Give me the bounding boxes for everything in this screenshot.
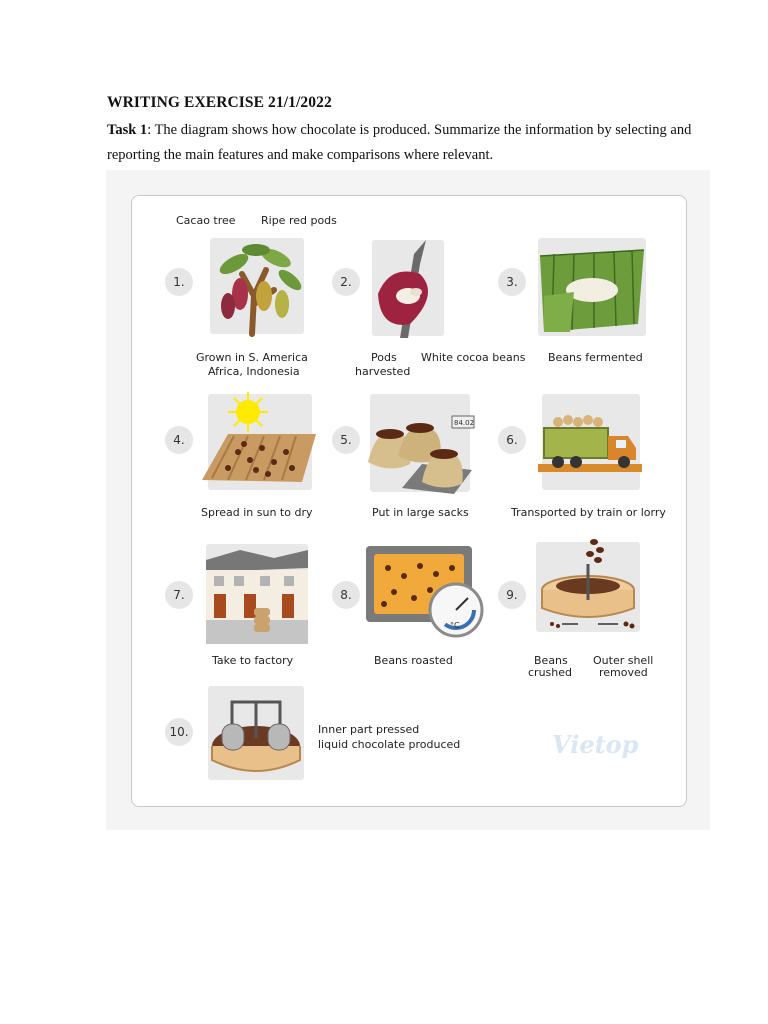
roasting-icon [364, 544, 486, 638]
step-6-number: 6. [498, 426, 526, 454]
step-1-caption-line2: Africa, Indonesia [208, 365, 300, 378]
sun-drying-icon [198, 390, 318, 494]
cacao-tree-label: Cacao tree [176, 214, 236, 227]
cacao-tree-icon [204, 234, 310, 338]
task-text: : The diagram shows how chocolate is produced. Summarize the information by selecting and reporting the main features and make comparisons where relevant. [107, 122, 692, 163]
white-cocoa-beans-label: White cocoa beans [421, 351, 526, 364]
ripe-pods-label: Ripe red pods [261, 214, 337, 227]
step-9-caption-line1: Beans [534, 654, 568, 667]
step-8-caption: Beans roasted [374, 654, 453, 667]
scale-readout: 84.02 [454, 419, 475, 427]
step-7-number: 7. [165, 581, 193, 609]
task-label: Task 1 [107, 122, 148, 138]
sacks-icon [362, 392, 476, 496]
step-9-caption-line2: crushed [528, 666, 572, 679]
brand-watermark: Vietop [552, 730, 639, 759]
step-4-caption: Spread in sun to dry [201, 506, 313, 519]
outer-shell-label-line1: Outer shell [593, 654, 654, 667]
step-1-number: 1. [165, 268, 193, 296]
step-4-number: 4. [165, 426, 193, 454]
step-7-caption: Take to factory [212, 654, 294, 667]
crusher-icon [534, 534, 642, 636]
step-6-caption: Transported by train or lorry [511, 506, 666, 519]
step-3-caption: Beans fermented [548, 351, 643, 364]
step-10-caption-line1: Inner part pressed [318, 723, 420, 736]
truck-icon [536, 392, 646, 494]
outer-shell-label-line2: removed [599, 666, 648, 679]
exercise-heading: WRITING EXERCISE 21/1/2022 [107, 94, 332, 111]
step-2-caption-line1: Pods [371, 351, 397, 364]
factory-icon [204, 542, 310, 646]
step-9-number: 9. [498, 581, 526, 609]
step-2-caption-line2: harvested [355, 365, 411, 378]
step-3-number: 3. [498, 268, 526, 296]
step-8-number: 8. [332, 581, 360, 609]
task-description [107, 118, 697, 168]
step-2-number: 2. [332, 268, 360, 296]
banana-leaf-icon [534, 236, 650, 338]
process-diagram-card [131, 195, 687, 807]
pod-harvest-icon [370, 234, 446, 340]
gauge-unit: °C [450, 621, 460, 630]
step-5-caption: Put in large sacks [372, 506, 469, 519]
step-10-caption-line2: liquid chocolate produced [318, 738, 461, 751]
step-1-caption-line1: Grown in S. America [196, 351, 308, 364]
press-icon [206, 684, 306, 782]
step-5-number: 5. [332, 426, 360, 454]
step-10-number: 10. [165, 718, 193, 746]
